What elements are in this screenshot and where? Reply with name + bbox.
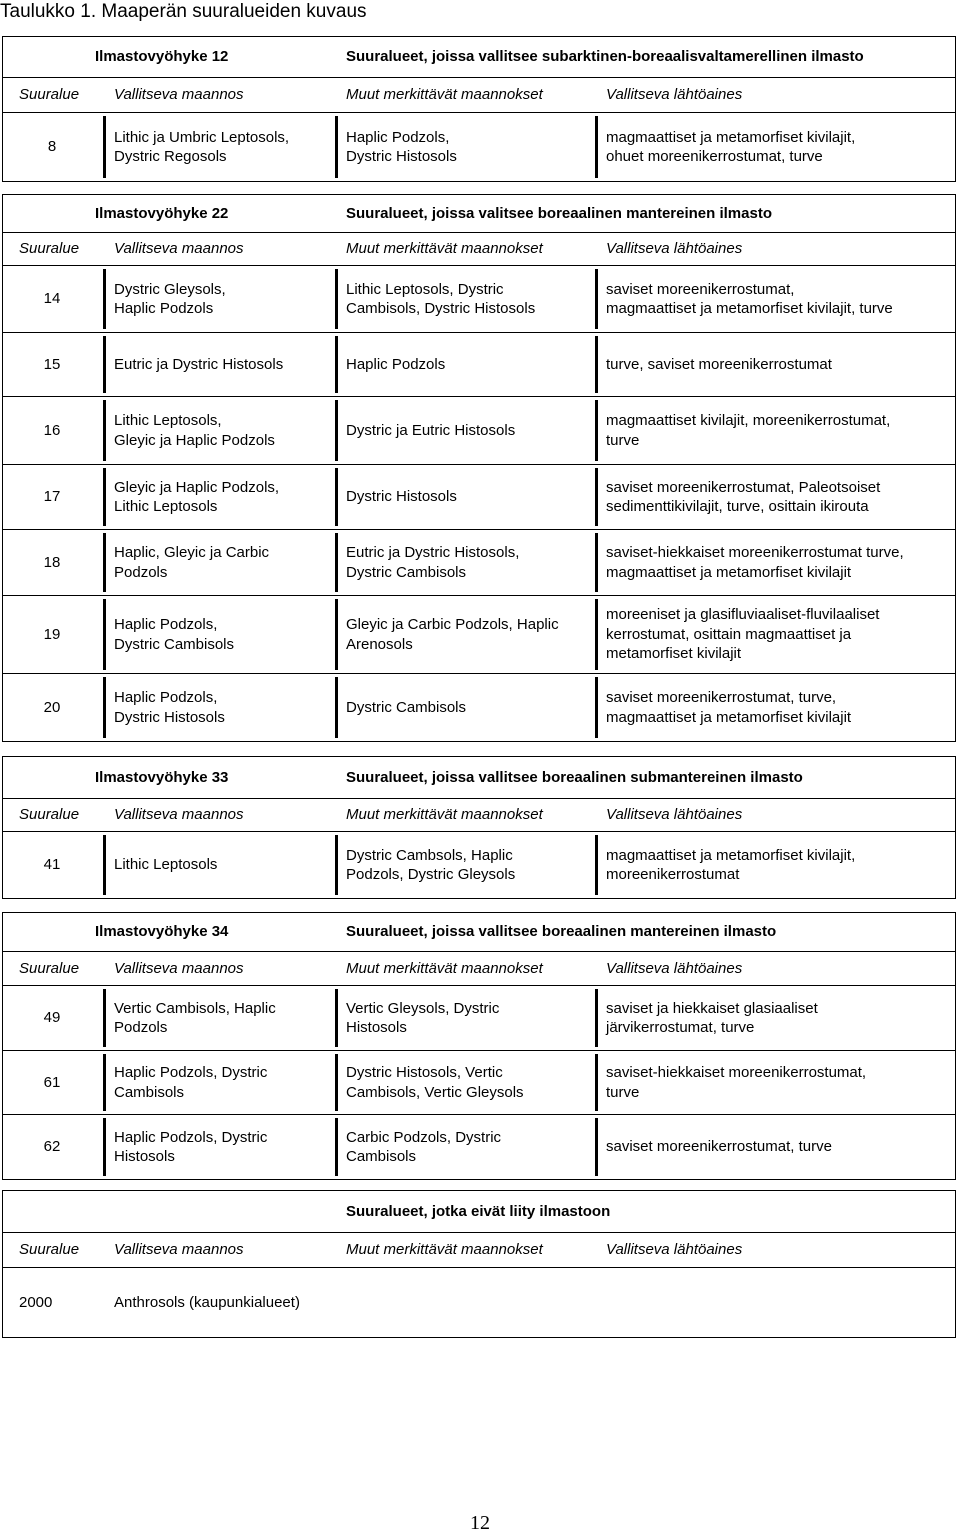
region-id: 49 [43,1009,61,1027]
parent-material [606,1268,951,1337]
column-divider [335,533,338,592]
other-soils [346,674,594,741]
other-soils-line: Lithic Leptosols, Dystric [346,280,504,298]
other-soils-line: Dystric Cambsols, Haplic [346,846,513,864]
other-soils [346,397,594,464]
dominant-soil-line: Haplic Podzols [114,300,214,317]
column-divider [103,116,106,178]
column-divider [595,336,598,393]
parent-material-line: järvikerrostumat, turve [606,1019,755,1036]
column-divider [335,1054,338,1111]
column-divider [103,1118,106,1176]
parent-material-line: turve, saviset moreenikerrostumat [606,355,832,373]
dominant-soil [114,674,334,741]
zone-description: Suuralueet, joissa valitsee boreaalinen mantereinen ilmasto [346,204,772,222]
region-id: 16 [43,421,61,439]
parent-material-line: saviset moreenikerrostumat, turve, [606,689,837,706]
region-id: 8 [47,138,57,156]
col-header-lahtoaines: Vallitseva lähtöaines [606,240,743,258]
zone-description: Suuralueet, joissa vallitsee boreaalinen submantereinen ilmasto [346,768,803,786]
column-divider [103,336,106,393]
col-header-maannos: Vallitseva maannos [114,806,244,824]
parent-material-line: saviset moreenikerrostumat, [606,280,795,298]
column-divider [103,400,106,461]
dominant-soil [114,530,334,595]
column-divider [103,269,106,329]
table-row [3,465,955,530]
zone-block [2,756,956,899]
col-header-muut: Muut merkittävät maannokset [346,1241,543,1259]
column-divider [595,677,598,738]
dominant-soil-line: Lithic ja Umbric Leptosols, [114,128,290,146]
column-divider [595,468,598,526]
column-divider [595,116,598,178]
other-soils-line: Dystric ja Eutric Histosols [346,421,516,439]
climate-zone-label: Ilmastovyöhyke 22 [95,204,229,222]
column-divider [335,468,338,526]
dominant-soil-line: Haplic Podzols, Dystric [114,1128,268,1146]
dominant-soil [114,266,334,332]
table-row [3,596,955,674]
other-soils [346,333,594,396]
parent-material-line: saviset moreenikerrostumat, turve [606,1138,832,1156]
other-soils-line: Carbic Podzols, Dystric [346,1128,502,1146]
parent-material-line: magmaattiset ja metamorfiset kivilajit [606,708,852,726]
parent-material-line: saviset ja hiekkaiset glasiaaliset [606,999,818,1017]
parent-material [606,832,951,898]
zone-description: Suuralueet, jotka eivät liity ilmastoon [346,1202,611,1220]
table-row [3,530,955,596]
other-soils-line: Dystric Cambisols [346,563,467,581]
dominant-soil-line: Lithic Leptosols, [114,412,222,429]
other-soils-line: Eutric ja Dystric Histosols, [346,544,520,561]
parent-material [606,333,951,396]
dominant-soil-line: Dystric Cambisols [114,635,235,653]
dominant-soil-line: Haplic Podzols, [114,689,218,706]
dominant-soil [114,333,334,396]
other-soils-line: Haplic Podzols, [346,128,450,146]
dominant-soil-line: Gleyic ja Haplic Podzols, [114,478,280,496]
other-soils [346,113,594,181]
parent-material-line: saviset-hiekkaiset moreenikerrostumat turve, [606,544,904,561]
dominant-soil [114,596,334,673]
table-row [3,113,955,181]
column-header-row [3,799,955,832]
zone-header-row [3,913,955,952]
region-id: 18 [43,553,61,571]
region-id: 62 [43,1138,61,1156]
column-divider [103,677,106,738]
zone-block [2,194,956,742]
other-soils [346,1051,594,1114]
table-row [3,986,955,1051]
zone-block [2,1190,956,1338]
parent-material-line: sedimenttikivilajit, turve, osittain ikirouta [606,498,869,515]
other-soils-line: Histosols [346,1019,407,1036]
table-row [3,832,955,898]
climate-zone-label: Ilmastovyöhyke 33 [95,768,229,786]
column-divider [595,835,598,895]
col-header-maannos: Vallitseva maannos [114,1241,244,1259]
other-soils [346,530,594,595]
table-row [3,1051,955,1115]
climate-zone-label: Ilmastovyöhyke 34 [95,923,229,941]
col-header-lahtoaines: Vallitseva lähtöaines [606,959,743,977]
parent-material-line: ohuet moreenikerrostumat, turve [606,148,823,165]
dominant-soil-line: Dystric Regosols [114,148,227,165]
parent-material [606,986,951,1050]
column-divider [335,989,338,1047]
dominant-soil-line: Lithic Leptosols [114,498,218,515]
dominant-soil-line: Dystric Histosols [114,708,225,726]
dominant-soil [114,1115,334,1179]
dominant-soil-line: Dystric Gleysols, [114,280,226,298]
col-header-suuralue: Suuralue [19,806,80,824]
parent-material-line: turve [606,1083,640,1101]
col-header-lahtoaines: Vallitseva lähtöaines [606,1241,743,1259]
other-soils [346,1268,594,1337]
parent-material-line: magmaattiset ja metamorfiset kivilajit, [606,128,856,146]
parent-material [606,113,951,181]
zone-header-row [3,757,955,799]
zone-description: Suuralueet, joissa vallitsee boreaalinen mantereinen ilmasto [346,923,777,941]
column-divider [595,1054,598,1111]
climate-zone-label: Ilmastovyöhyke 12 [95,48,229,66]
other-soils [346,266,594,332]
dominant-soil-line: Haplic, Gleyic ja Carbic [114,544,270,561]
other-soils-line: Dystric Histosols, Vertic [346,1064,503,1081]
col-header-suuralue: Suuralue [19,240,80,258]
other-soils [346,832,594,898]
column-divider [595,400,598,461]
column-divider [103,989,106,1047]
dominant-soil-line: Haplic Podzols, [114,616,218,633]
parent-material-line: saviset-hiekkaiset moreenikerrostumat, [606,1064,867,1081]
column-divider [335,116,338,178]
dominant-soil [114,1051,334,1114]
table-row [3,333,955,397]
column-divider [103,835,106,895]
other-soils-line: Vertic Gleysols, Dystric [346,999,500,1017]
other-soils-line: Podzols, Dystric Gleysols [346,866,516,883]
column-header-row [3,952,955,986]
dominant-soil [114,465,334,529]
parent-material [606,530,951,595]
col-header-lahtoaines: Vallitseva lähtöaines [606,806,743,824]
parent-material-line: magmaattiset ja metamorfiset kivilajit [606,563,852,581]
other-soils [346,465,594,529]
column-divider [595,533,598,592]
parent-material-line: magmaattiset ja metamorfiset kivilajit, turve [606,300,893,317]
col-header-lahtoaines: Vallitseva lähtöaines [606,86,743,104]
other-soils-line: Arenosols [346,635,413,653]
column-divider [335,269,338,329]
dominant-soil [114,397,334,464]
region-id: 61 [43,1073,61,1091]
dominant-soil-line: Eutric ja Dystric Histosols [114,355,284,373]
column-divider [103,1054,106,1111]
col-header-suuralue: Suuralue [19,86,80,104]
parent-material [606,266,951,332]
zone-description: Suuralueet, joissa vallitsee subarktinen-boreaalisvaltamerellinen ilmasto [346,48,864,66]
parent-material-line: metamorfiset kivilajit [606,645,742,663]
col-header-suuralue: Suuralue [19,959,80,977]
zone-header-row [3,37,955,78]
column-divider [595,599,598,670]
other-soils [346,596,594,673]
other-soils [346,986,594,1050]
col-header-muut: Muut merkittävät maannokset [346,806,543,824]
parent-material-line: magmaattiset kivilajit, moreenikerrostumat, [606,412,891,429]
dominant-soil-line: Anthrosols (kaupunkialueet) [114,1293,300,1311]
parent-material [606,1051,951,1114]
column-divider [103,533,106,592]
column-divider [103,468,106,526]
parent-material [606,674,951,741]
parent-material [606,397,951,464]
column-header-row [3,1233,955,1268]
other-soils-line: Dystric Histosols [346,148,457,165]
dominant-soil-line: Podzols [114,1019,168,1036]
column-divider [103,599,106,670]
parent-material [606,465,951,529]
dominant-soil-line: Gleyic ja Haplic Podzols [114,431,275,449]
col-header-maannos: Vallitseva maannos [114,240,244,258]
dominant-soil-line: Histosols [114,1148,175,1165]
dominant-soil [114,1268,334,1337]
col-header-muut: Muut merkittävät maannokset [346,959,543,977]
dominant-soil [114,113,334,181]
table-row [3,1115,955,1179]
parent-material-line: turve [606,431,640,449]
column-divider [335,1118,338,1176]
region-id: 14 [43,290,61,308]
column-divider [595,269,598,329]
other-soils-line: Dystric Histosols [346,488,457,506]
column-header-row [3,78,955,113]
other-soils-line: Haplic Podzols [346,355,446,373]
other-soils-line: Cambisols [346,1148,417,1165]
other-soils-line: Cambisols, Dystric Histosols [346,300,536,317]
col-header-maannos: Vallitseva maannos [114,86,244,104]
table-title: Taulukko 1. Maaperän suuralueiden kuvaus [0,1,367,22]
column-divider [595,989,598,1047]
other-soils-line: Dystric Cambisols [346,698,467,716]
parent-material-line: magmaattiset ja metamorfiset kivilajit, [606,846,856,864]
dominant-soil-line: Cambisols [114,1083,185,1101]
table-row [3,266,955,333]
zone-header-row [3,195,955,233]
region-id: 41 [43,856,61,874]
dominant-soil-line: Lithic Leptosols [114,856,218,874]
parent-material-line: kerrostumat, osittain magmaattiset ja [606,625,852,643]
col-header-muut: Muut merkittävät maannokset [346,86,543,104]
column-divider [335,400,338,461]
other-soils-line: Gleyic ja Carbic Podzols, Haplic [346,616,559,633]
parent-material-line: moreeniset ja glasifluviaaliset-fluvilaaliset [606,606,880,624]
other-soils-line: Cambisols, Vertic Gleysols [346,1083,524,1101]
zone-header-row [3,1191,955,1233]
parent-material-line: saviset moreenikerrostumat, Paleotsoiset [606,478,881,496]
table-row [3,1268,955,1337]
parent-material [606,1115,951,1179]
parent-material [606,596,951,673]
region-id: 17 [43,488,61,506]
dominant-soil [114,832,334,898]
region-id: 19 [43,625,61,643]
col-header-maannos: Vallitseva maannos [114,959,244,977]
dominant-soil-line: Haplic Podzols, Dystric [114,1064,268,1081]
dominant-soil [114,986,334,1050]
region-id: 20 [43,698,61,716]
page-number: 12 [470,1512,490,1534]
column-divider [335,336,338,393]
region-id: 15 [43,355,61,373]
column-header-row [3,233,955,266]
dominant-soil-line: Vertic Cambisols, Haplic [114,999,276,1017]
climate-zone-label [95,1191,335,1232]
column-divider [335,599,338,670]
column-divider [335,677,338,738]
col-header-suuralue: Suuralue [19,1241,80,1259]
zone-block [2,36,956,182]
other-soils [346,1115,594,1179]
dominant-soil-line: Podzols [114,563,168,581]
region-id: 2000 [19,1293,53,1311]
column-divider [335,835,338,895]
col-header-muut: Muut merkittävät maannokset [346,240,543,258]
zone-block [2,912,956,1180]
table-row [3,397,955,465]
table-row [3,674,955,741]
column-divider [595,1118,598,1176]
parent-material-line: moreenikerrostumat [606,866,740,883]
